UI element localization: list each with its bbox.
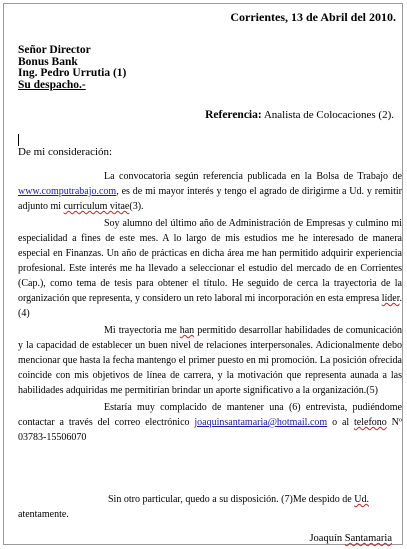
computrabajo-link[interactable]: www.computrabajo.com — [18, 186, 117, 197]
recipient-name: Ing. Pedro Urrutia (1) — [18, 67, 127, 79]
paragraph-1-text: , es de mi mayor interés y tengo el agrado de dirigirme a Ud. y remitir adjunto mi — [18, 186, 402, 212]
closing-text: Sin otro particular, quedo a su disposición. (7)Me despido de — [108, 494, 352, 505]
reference-line — [205, 109, 394, 121]
phone-prefix: o al — [332, 417, 350, 428]
reference-label: Referencia: — [205, 109, 262, 121]
paragraph-3-start: Mi trayectoria me — [104, 325, 177, 336]
signature-first-name: Joaquín — [309, 533, 343, 544]
closing-line-1 — [18, 492, 402, 507]
recipient-block — [18, 45, 126, 91]
paragraph-3 — [18, 323, 402, 398]
paragraph-2 — [18, 216, 402, 321]
email-link[interactable]: joaquinsantamaria@hotmail.com — [194, 417, 328, 428]
letter-page — [3, 3, 403, 545]
letter-date: Corrientes, 13 de Abril del 2010. — [230, 10, 396, 24]
han-text: han — [179, 325, 195, 336]
paragraph-3-text: permitido desarrollar habilidades de comunicación y la capacidad de establecer un buen nivel de relaciones interpersonales. Adicionalmente debo mencionar que hasta la fecha mantengo el primer puesto en mi promoción. La posición ofrecida coincide con mis objetivos de línea de carrera, y la motivación que representa aunada a las habilidades adquiridas me permitirían brindar un aporte significativo a la organización.(5) — [18, 325, 403, 396]
text-cursor — [18, 134, 19, 146]
lider-text: líder — [381, 293, 400, 304]
paragraph-4 — [18, 400, 402, 445]
ud-text: Ud. — [354, 494, 369, 505]
letter-body — [18, 169, 402, 445]
paragraph-2-end: .(4) — [18, 293, 403, 319]
paragraph-4-text: Estaría muy complacido de mantener una (6) entrevista, pudiéndome contactar a través del correo electrónico — [18, 402, 402, 428]
closing-block — [18, 492, 402, 522]
telefono-text: telefono — [354, 417, 387, 428]
paragraph-1-end: (3). — [129, 201, 144, 212]
recipient-title: Señor Director — [18, 44, 91, 56]
recipient-company: Bonus Bank — [18, 55, 78, 68]
reference-value: Analista de Colocaciones (2). — [263, 109, 394, 121]
recipient-office: Su despacho.- — [18, 78, 86, 91]
signature — [309, 533, 392, 544]
paragraph-1-pre-link: de — [392, 171, 402, 182]
phone-number: Nº 03783-15506070 — [18, 417, 402, 443]
closing-line-2: atentamente. — [18, 509, 69, 520]
greeting: De mi consideración: — [18, 146, 113, 158]
signature-last-name: Santamaria — [344, 533, 392, 544]
paragraph-1 — [18, 169, 402, 214]
curriculum-vitae-text: curriculum vitae — [63, 201, 130, 212]
paragraph-1-line-1: La convocatoria según referencia publicada en la Bolsa de Trabajo — [104, 171, 389, 182]
paragraph-2-text: Soy alumno del último año de Administración de Empresas y culmino mi especialidad a fines de este mes. A lo largo de mis estudios me he interesado de manera especial en Finanzas. Un año de prácticas en dicha área me han permitido adquirir experiencia profesional. Este interés me ha llevado a seleccionar el estudio del mercado de en Corrientes (Cap.), como tema de tesis para obtener el título. He seguido de cerca la trayectoria de la organización que representa, y considero un reto laboral mi incorporación en esta empresa — [18, 218, 402, 304]
